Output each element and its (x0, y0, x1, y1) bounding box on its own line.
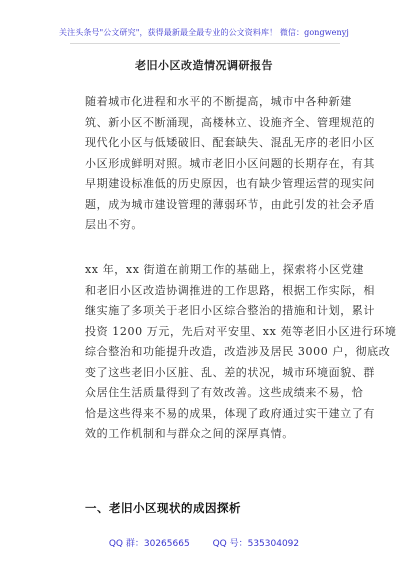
document-title: 老旧小区改造情况调研报告 (135, 59, 273, 72)
footer (0, 536, 408, 549)
paragraph-line: 和老旧小区改造协调推进的工作思路，根据工作实际，相 (85, 283, 375, 297)
paragraph-line: 层出不穷。 (85, 218, 143, 231)
header-banner: 关注头条号"公文研究"，获得最新最全最专业的公文资料库！ 微信：gongwenyj (59, 28, 349, 37)
paragraph-line: 题，成为城市建设管理的薄弱环节，由此引发的社会矛盾 (85, 197, 375, 211)
paragraph-1 (85, 92, 375, 236)
paragraph-line: xx 年，xx 街道在前期工作的基础上，探索将小区党建 (85, 263, 365, 276)
paragraph-line: 随着城市化进程和水平的不断提高，城市中各种新建 (85, 95, 352, 108)
paragraph-line: 继实施了多项关于老旧小区综合整治的措施和计划，累计 (85, 304, 375, 317)
footer-qq-group: QQ 群：30265665 (108, 539, 190, 549)
paragraph-line: 恰是这些得来不易的成果，体现了政府通过实干建立了有 (85, 406, 375, 420)
header-divider (70, 43, 340, 44)
paragraph-2 (85, 260, 397, 445)
paragraph-line: 小区形成鲜明对照。城市老旧小区问题的长期存在，有其 (85, 156, 375, 170)
paragraph-line: 效的工作机制和与群众之间的深厚真情。 (85, 427, 294, 440)
paragraph-line: 现代化小区与低矮破旧、配套缺失、混乱无序的老旧小区 (85, 136, 375, 149)
paragraph-line: 筑、新小区不断涌现，高楼林立、设施齐全、管理规范的 (85, 115, 375, 129)
paragraph-line: 众居住生活质量得到了有效改善。这些成绩来不易，恰 (85, 386, 364, 399)
paragraph-line: 投资 1200 万元，先后对平安里、xx 苑等老旧小区进行环境 (85, 324, 397, 338)
footer-qq-number: QQ 号：535304092 (212, 539, 300, 549)
section-heading: 一、老旧小区现状的成因探析 (85, 501, 241, 515)
paragraph-line: 综合整治和功能提升改造，改造涉及居民 3000 户，彻底改 (85, 345, 391, 358)
paragraph-line: 早期建设标准低的历史原因，也有缺少管理运营的现实问 (85, 177, 375, 190)
paragraph-line: 变了这些老旧小区脏、乱、差的状况，城市环境面貌、群 (85, 365, 375, 379)
